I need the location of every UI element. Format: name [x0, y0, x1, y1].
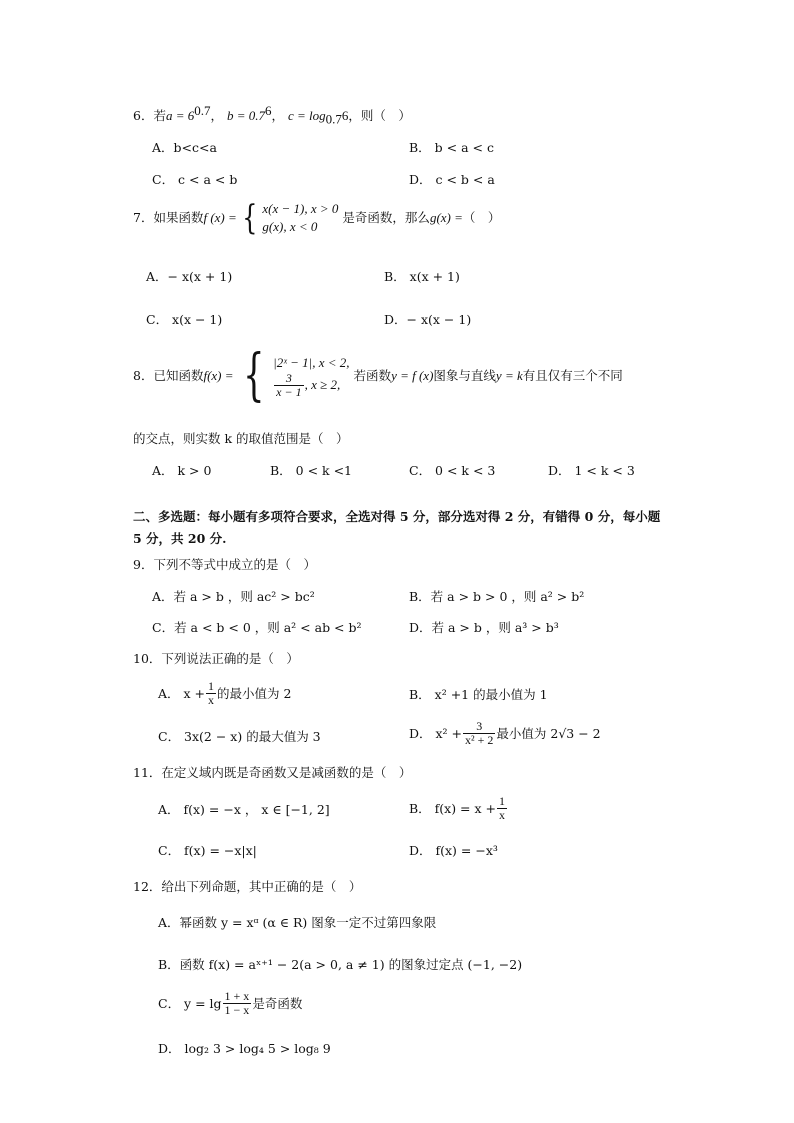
q6-a-expr: a = 6 — [165, 108, 195, 124]
q10-d-fraction — [463, 720, 495, 747]
question-9-stem: 9．下列不等式中成立的是（ ） — [133, 557, 316, 572]
q6-option-d: D． c < b < a — [409, 172, 495, 187]
q7-tail: （ ） — [462, 210, 501, 225]
q9-option-b: B．若 a > b > 0 ，则 a² > b² — [409, 589, 585, 604]
q8-option-c: C． 0 < k < 3 — [409, 463, 496, 478]
q8-line-2: 的交点，则实数 k 的取值范围是（ ） — [133, 431, 349, 446]
q6-option-a: A．b<c<a — [152, 140, 217, 155]
q10-a-num: 1 — [208, 679, 214, 693]
q10-option-a — [158, 680, 291, 707]
q8-option-d: D． 1 < k < 3 — [548, 463, 635, 478]
question-11-stem: 11．在定义域内既是奇函数又是减函数的是（ ） — [133, 765, 412, 780]
q8-yf: y = f (x) — [391, 368, 434, 383]
q7-option-b: B． x(x + 1) — [384, 269, 460, 284]
q7-mid: 是奇函数，那么 — [342, 210, 430, 225]
q9-option-d: D．若 a > b ，则 a³ > b³ — [409, 620, 559, 635]
q10-a-pre: A． x + — [158, 685, 205, 701]
q10-d-den: x² + 2 — [465, 733, 494, 747]
q9-option-c: C．若 a < b < 0 ，则 a² < ab < b² — [152, 620, 362, 635]
q7-cases — [262, 200, 338, 236]
q7-gx: g(x) = — [429, 210, 463, 225]
q8-fx: f(x) = — [203, 368, 234, 383]
q8-fraction — [274, 372, 303, 399]
q10-d-tail: 最小值为 2√3 − 2 — [496, 725, 601, 741]
q12-c-tail: 是奇函数 — [252, 995, 303, 1011]
q6-c-tail: 6 — [341, 108, 349, 124]
q10-option-d — [409, 720, 601, 747]
q11-b-num: 1 — [499, 794, 506, 808]
q8-frac-den: x − 1 — [276, 384, 302, 399]
question-6-stem: 6．若a = 6$^{0.7}$， b = 0.7$^6$， $c = \log_{0.7}6$，则（ ） — [133, 103, 411, 127]
q11-b-pre: B． f(x) = x + — [409, 800, 497, 816]
q7-option-d: D．− x(x − 1) — [384, 312, 472, 327]
q6-stem-label: 6．若 — [133, 108, 166, 124]
q8-option-a: A． k > 0 — [152, 463, 212, 478]
q8-yk: y = k — [495, 368, 523, 383]
q6-c-sub: 0.7 — [325, 111, 342, 127]
q8-frac-num: 3 — [274, 372, 303, 386]
q12-c-num: 1 + x — [224, 989, 250, 1003]
q6-option-c: C． c < a < b — [152, 172, 238, 187]
question-7-stem — [133, 200, 500, 236]
q6-a-exp: 0.7 — [194, 103, 211, 118]
q6-option-b: B． b < a < c — [409, 140, 494, 155]
q8-case-1: |2ˣ − 1|, x < 2, — [273, 354, 350, 370]
q11-option-d: D． f(x) = −x³ — [409, 843, 498, 858]
q12-option-c — [158, 990, 302, 1017]
q6-b-expr: b = 0.7 — [226, 108, 265, 124]
section-2-heading: 二、多选题：每小题有多项符合要求，全选对得 5 分，部分选对得 2 分，有错得 0 分，每小题 5 分，共 20 分. — [133, 509, 661, 546]
q11-b-fraction — [497, 795, 507, 822]
q12-option-b: B．函数 f(x) = aˣ⁺¹ − 2(a > 0, a ≠ 1) 的图象过定点 (−1, −2) — [158, 957, 523, 972]
question-12-stem: 12．给出下列命题，其中正确的是（ ） — [133, 879, 362, 894]
q7-brace: { — [242, 198, 258, 238]
question-8-stem — [133, 343, 623, 408]
q7-lead: 7．如果函数 — [133, 210, 204, 225]
q8-case-2-tail: , x ≥ 2, — [304, 377, 341, 392]
q8-cases — [273, 354, 349, 399]
q6-c-expr: c = log — [287, 108, 326, 124]
q8-mid2: 图象与直线 — [433, 368, 496, 383]
q7-case-1: x(x − 1), x > 0 — [262, 201, 339, 216]
q8-tail: 有且仅有三个不同 — [522, 368, 623, 383]
q6-b-exp: 6 — [265, 103, 272, 118]
q8-case-2 — [273, 372, 349, 399]
q8-option-b: B． 0 < k <1 — [270, 463, 353, 478]
q8-lead: 8．已知函数 — [133, 368, 204, 383]
q11-option-c: C． f(x) = −x|x| — [158, 843, 257, 858]
q7-option-c: C． x(x − 1) — [146, 312, 223, 327]
q11-option-a: A． f(x) = −x ， x ∈ [−1, 2] — [158, 802, 330, 817]
q12-option-d: D． log₂ 3 > log₄ 5 > log₈ 9 — [158, 1041, 331, 1056]
q8-mid: 若函数 — [353, 368, 392, 383]
q12-c-fraction — [223, 990, 252, 1017]
q9-option-a: A．若 a > b ，则 ac² > bc² — [152, 589, 315, 604]
q10-d-pre: D． x² + — [409, 725, 463, 741]
q12-option-a: A．幂函数 y = xᵅ (α ∈ R) 图象一定不过第四象限 — [158, 915, 437, 930]
q7-fx: f (x) = — [203, 210, 237, 225]
q11-b-den: x — [499, 808, 506, 822]
q10-a-tail: 的最小值为 2 — [217, 685, 292, 701]
q11-option-b — [409, 795, 508, 822]
q10-option-c: C． 3x(2 − x) 的最大值为 3 — [158, 729, 321, 744]
q10-a-den: x — [208, 693, 214, 707]
q10-option-b: B． x² +1 的最小值为 1 — [409, 687, 548, 702]
question-10-stem: 10．下列说法正确的是（ ） — [133, 651, 299, 666]
q10-d-num: 3 — [463, 720, 495, 734]
q12-c-pre: C． y = lg — [158, 995, 222, 1011]
q7-option-a: A．− x(x + 1) — [146, 269, 233, 284]
q7-case-2: g(x), x < 0 — [262, 219, 318, 234]
q12-c-den: 1 − x — [224, 1003, 250, 1017]
q6-tail: ，则（ ） — [348, 108, 411, 124]
q10-a-fraction — [206, 680, 216, 707]
q8-brace: { — [242, 343, 265, 408]
